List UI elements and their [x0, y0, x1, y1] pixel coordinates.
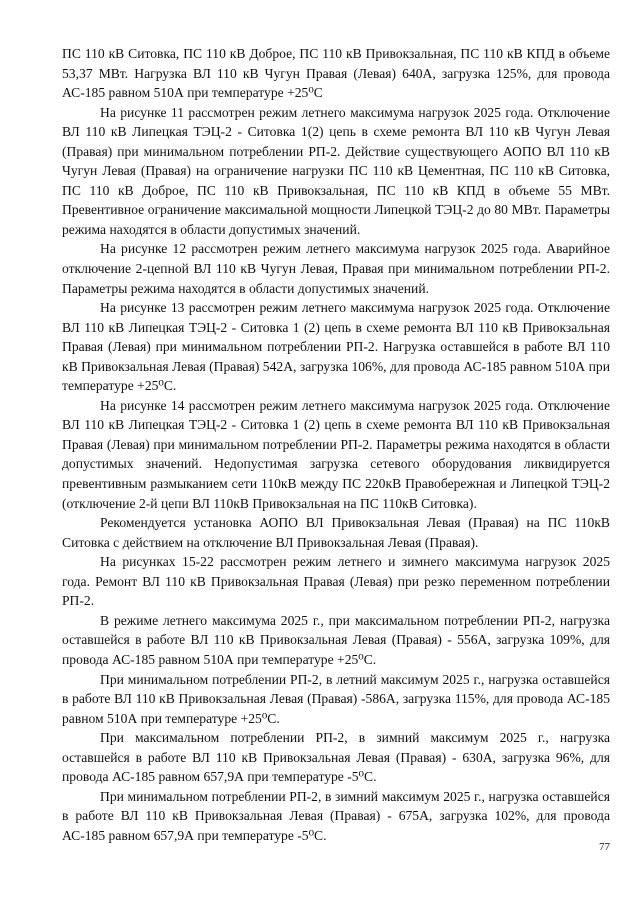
paragraph-figures-15-22: На рисунках 15-22 рассмотрен режим летнего и зимнего максимума нагрузок 2025 года. Ремонт ВЛ 110 кВ Привокзальная Правая (Левая) при резко переменном потреблении РП-2. [62, 554, 610, 609]
paragraph-summer-max-consumption: В режиме летнего максимума 2025 г., при максимальном потреблении РП-2, нагрузка оставшейся в работе ВЛ 110 кВ Привокзальная Левая (Правая) - 556А, загрузка 109%, для провода АС-185 равном 510А при температуре +25⁰С. [62, 612, 610, 667]
paragraph-figure-13: На рисунке 13 рассмотрен режим летнего максимума нагрузок 2025 года. Отключение ВЛ 110 кВ Липецкая ТЭЦ-2 - Ситовка 1 (2) цепь в схеме ремонта ВЛ 110 кВ Привокзальная Правая (Левая) при минимальном потреблении РП-2. Нагрузка оставшейся в работе ВЛ 110 кВ Привокзальная Левая (Правая) 542А, загрузка 106%, для провода АС-185 равном 510А при температуре +25⁰С. [62, 300, 610, 394]
paragraph-figure-12: На рисунке 12 рассмотрен режим летнего максимума нагрузок 2025 года. Аварийное отключение 2-цепной ВЛ 110 кВ Чугун Левая, Правая при минимальном потреблении РП-2. Параметры режима находятся в области допустимых значений. [62, 241, 610, 296]
page-number: 77 [599, 841, 610, 853]
paragraph-recommendation: Рекомендуется установка АОПО ВЛ Привокзальная Левая (Правая) на ПС 110кВ Ситовка с действием на отключение ВЛ Привокзальная Левая (Правая). [62, 515, 610, 550]
paragraph-figure-11: На рисунке 11 рассмотрен режим летнего максимума нагрузок 2025 года. Отключение ВЛ 110 кВ Липецкая ТЭЦ-2 - Ситовка 1(2) цепь в схеме ремонта ВЛ 110 кВ Чугун Левая (Правая) при минимальном потреблении РП-2. Действие существующего АОПО ВЛ 110 кВ Чугун Левая (Правая) на ограничение нагрузки ПС 110 кВ Цементная, ПС 110 кВ Ситовка, ПС 110 кВ Доброе, ПС 110 кВ Привокзальная, ПС 110 кВ КПД в объеме 55 МВт. Превентивное ограничение максимальной мощности Липецкой ТЭЦ-2 до 80 МВт. Параметры режима находятся в области допустимых значений. [62, 104, 610, 237]
paragraph-winter-min-consumption: При минимальном потреблении РП-2, в зимний максимум 2025 г., нагрузка оставшейся в работе ВЛ 110 кВ Привокзальная Левая (Правая) - 675А, загрузка 102%, для провода АС-185 равном 657,9А при температуре -5⁰С. [62, 788, 610, 843]
paragraph-summer-min-consumption: При минимальном потреблении РП-2, в летний максимум 2025 г., нагрузка оставшейся в работе ВЛ 110 кВ Привокзальная Левая (Правая) -586А, загрузка 115%, для провода АС-185 равном 510А при температуре +25⁰С. [62, 671, 610, 726]
paragraph-figure-14: На рисунке 14 рассмотрен режим летнего максимума нагрузок 2025 года. Отключение ВЛ 110 кВ Липецкая ТЭЦ-2 - Ситовка 1 (2) цепь в схеме ремонта ВЛ 110 кВ Привокзальная Правая (Левая) при минимальном потреблении РП-2. Параметры режима находятся в области допустимых значений. Недопустимая загрузка сетевого оборудования ликвидируется превентивным размыканием сети 110кВ между ПС 220кВ Правобережная и Липецкой ТЭЦ-2 (отключение 2-й цепи ВЛ 110кВ Привокзальная на ПС 110кВ Ситовка). [62, 397, 610, 511]
document-body [62, 44, 610, 845]
paragraph-continuation: ПС 110 кВ Ситовка, ПС 110 кВ Доброе, ПС 110 кВ Привокзальная, ПС 110 кВ КПД в объеме 53,37 МВт. Нагрузка ВЛ 110 кВ Чугун Правая (Левая) 640А, загрузка 125%, для провода АС-185 равном 510А при температуре +25⁰С [62, 46, 610, 101]
paragraph-winter-max-consumption: При максимальном потреблении РП-2, в зимний максимум 2025 г., нагрузка оставшейся в работе ВЛ 110 кВ Привокзальная Левая (Правая) - 630А, загрузка 96%, для провода АС-185 равном 657,9А при температуре -5⁰С. [62, 730, 610, 785]
